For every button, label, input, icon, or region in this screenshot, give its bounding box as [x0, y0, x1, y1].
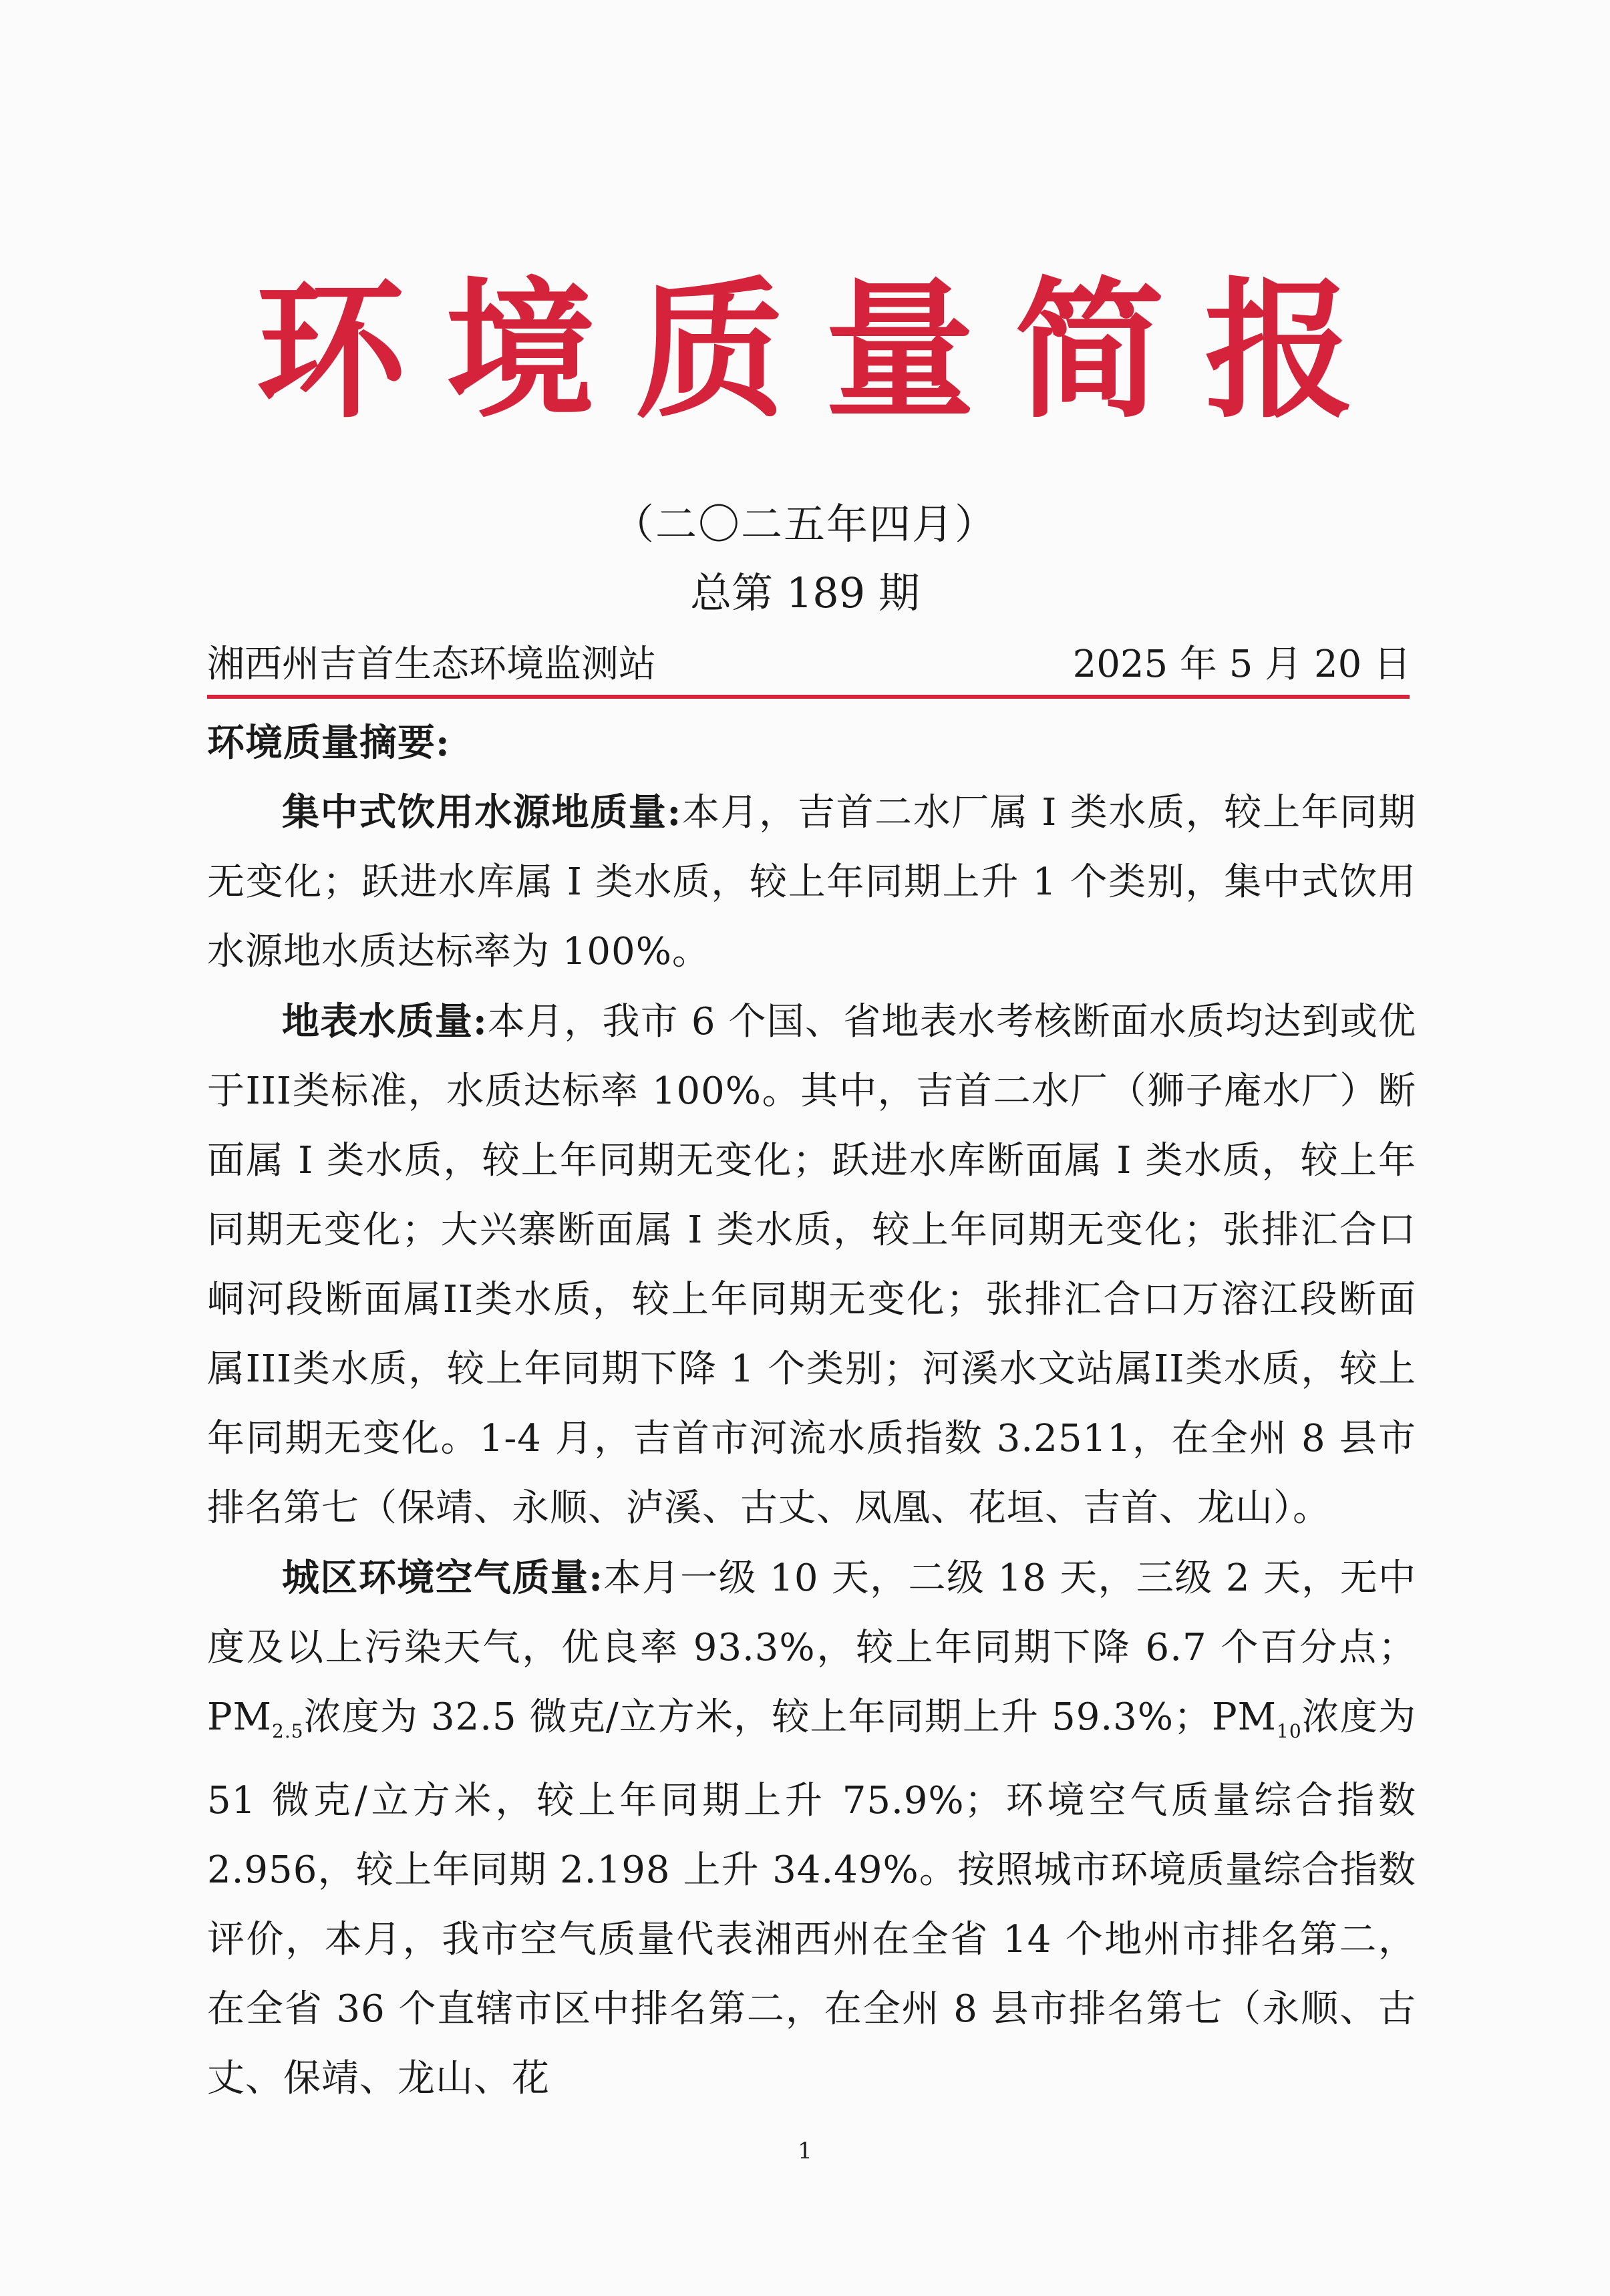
summary-paragraph-air-quality: [207, 1543, 1416, 2114]
paragraph-lead: 地表水质量:: [282, 999, 488, 1043]
paragraph-lead: 城区环境空气质量:: [282, 1556, 603, 1600]
pm25-subscript: 2.5: [272, 1720, 304, 1743]
bulletin-title: 环境质量简报: [256, 263, 1394, 438]
summary-body: [207, 708, 1416, 2114]
issue-number: 总第 189 期: [690, 568, 920, 617]
paragraph-lead: 集中式饮用水源地质量:: [282, 790, 682, 834]
issue-date: 2025 年 5 月 20 日: [1072, 643, 1411, 686]
pm10-subscript: 10: [1277, 1720, 1302, 1743]
paragraph-text: 浓度为 51 微克/立方米，较上年同期上升 75.9%；环境空气质量综合指数 2.956，较上年同期 2.198 上升 34.49%。按照城市环境质量综合指数评价，本月，我市空气质量代表湘西州在全省 14 个地州市排名第二，在全省 36 个直辖市区中排名第二，在全州 8 县市排名第七（永顺、古丈、保靖、龙山、花: [207, 1695, 1417, 2101]
header-divider: [207, 695, 1410, 699]
bulletin-period: （二〇二五年四月）: [612, 500, 997, 548]
paragraph-text: 本月，吉首二水厂属 I 类水质，较上年同期无变化；跃进水库属 I 类水质，较上年同期上升 1 个类别，集中式饮用水源地水质达标率为 100%。: [207, 791, 1416, 973]
issuing-organization: 湘西州吉首生态环境监测站: [207, 643, 656, 686]
paragraph-text: 浓度为 32.5 微克/立方米，较上年同期上升 59.3%；PM: [303, 1695, 1277, 1739]
paragraph-text: 本月，我市 6 个国、省地表水考核断面水质均达到或优于III类标准，水质达标率 100%。其中，吉首二水厂（狮子庵水厂）断面属 I 类水质，较上年同期无变化；跃进水库断面属 I 类水质，较上年同期无变化；大兴寨断面属 I 类水质，较上年同期无变化；张排汇合口峒河段断面属II类水质，较上年同期无变化；张排汇合口万溶江段断面属III类水质，较上年同期下降 1 个类别；河溪水文站属II类水质，较上年同期无变化。1-4 月，吉首市河流水质指数 3.2511，在全州 8 县市排名第七（保靖、永顺、泸溪、古丈、凤凰、花垣、吉首、龙山）。: [207, 1000, 1416, 1530]
page-number: 1: [798, 2138, 812, 2164]
summary-paragraph-surface-water: [207, 987, 1416, 1543]
summary-paragraph-drinking-water: [207, 778, 1416, 987]
summary-heading: 环境质量摘要:: [207, 721, 450, 765]
paragraph-text: 本月一级 10 天，二级 18 天，三级 2 天，无中度及以上污染天气，优良率 93.3%，较上年同期下降 6.7 个百分点；PM: [207, 1556, 1417, 1739]
